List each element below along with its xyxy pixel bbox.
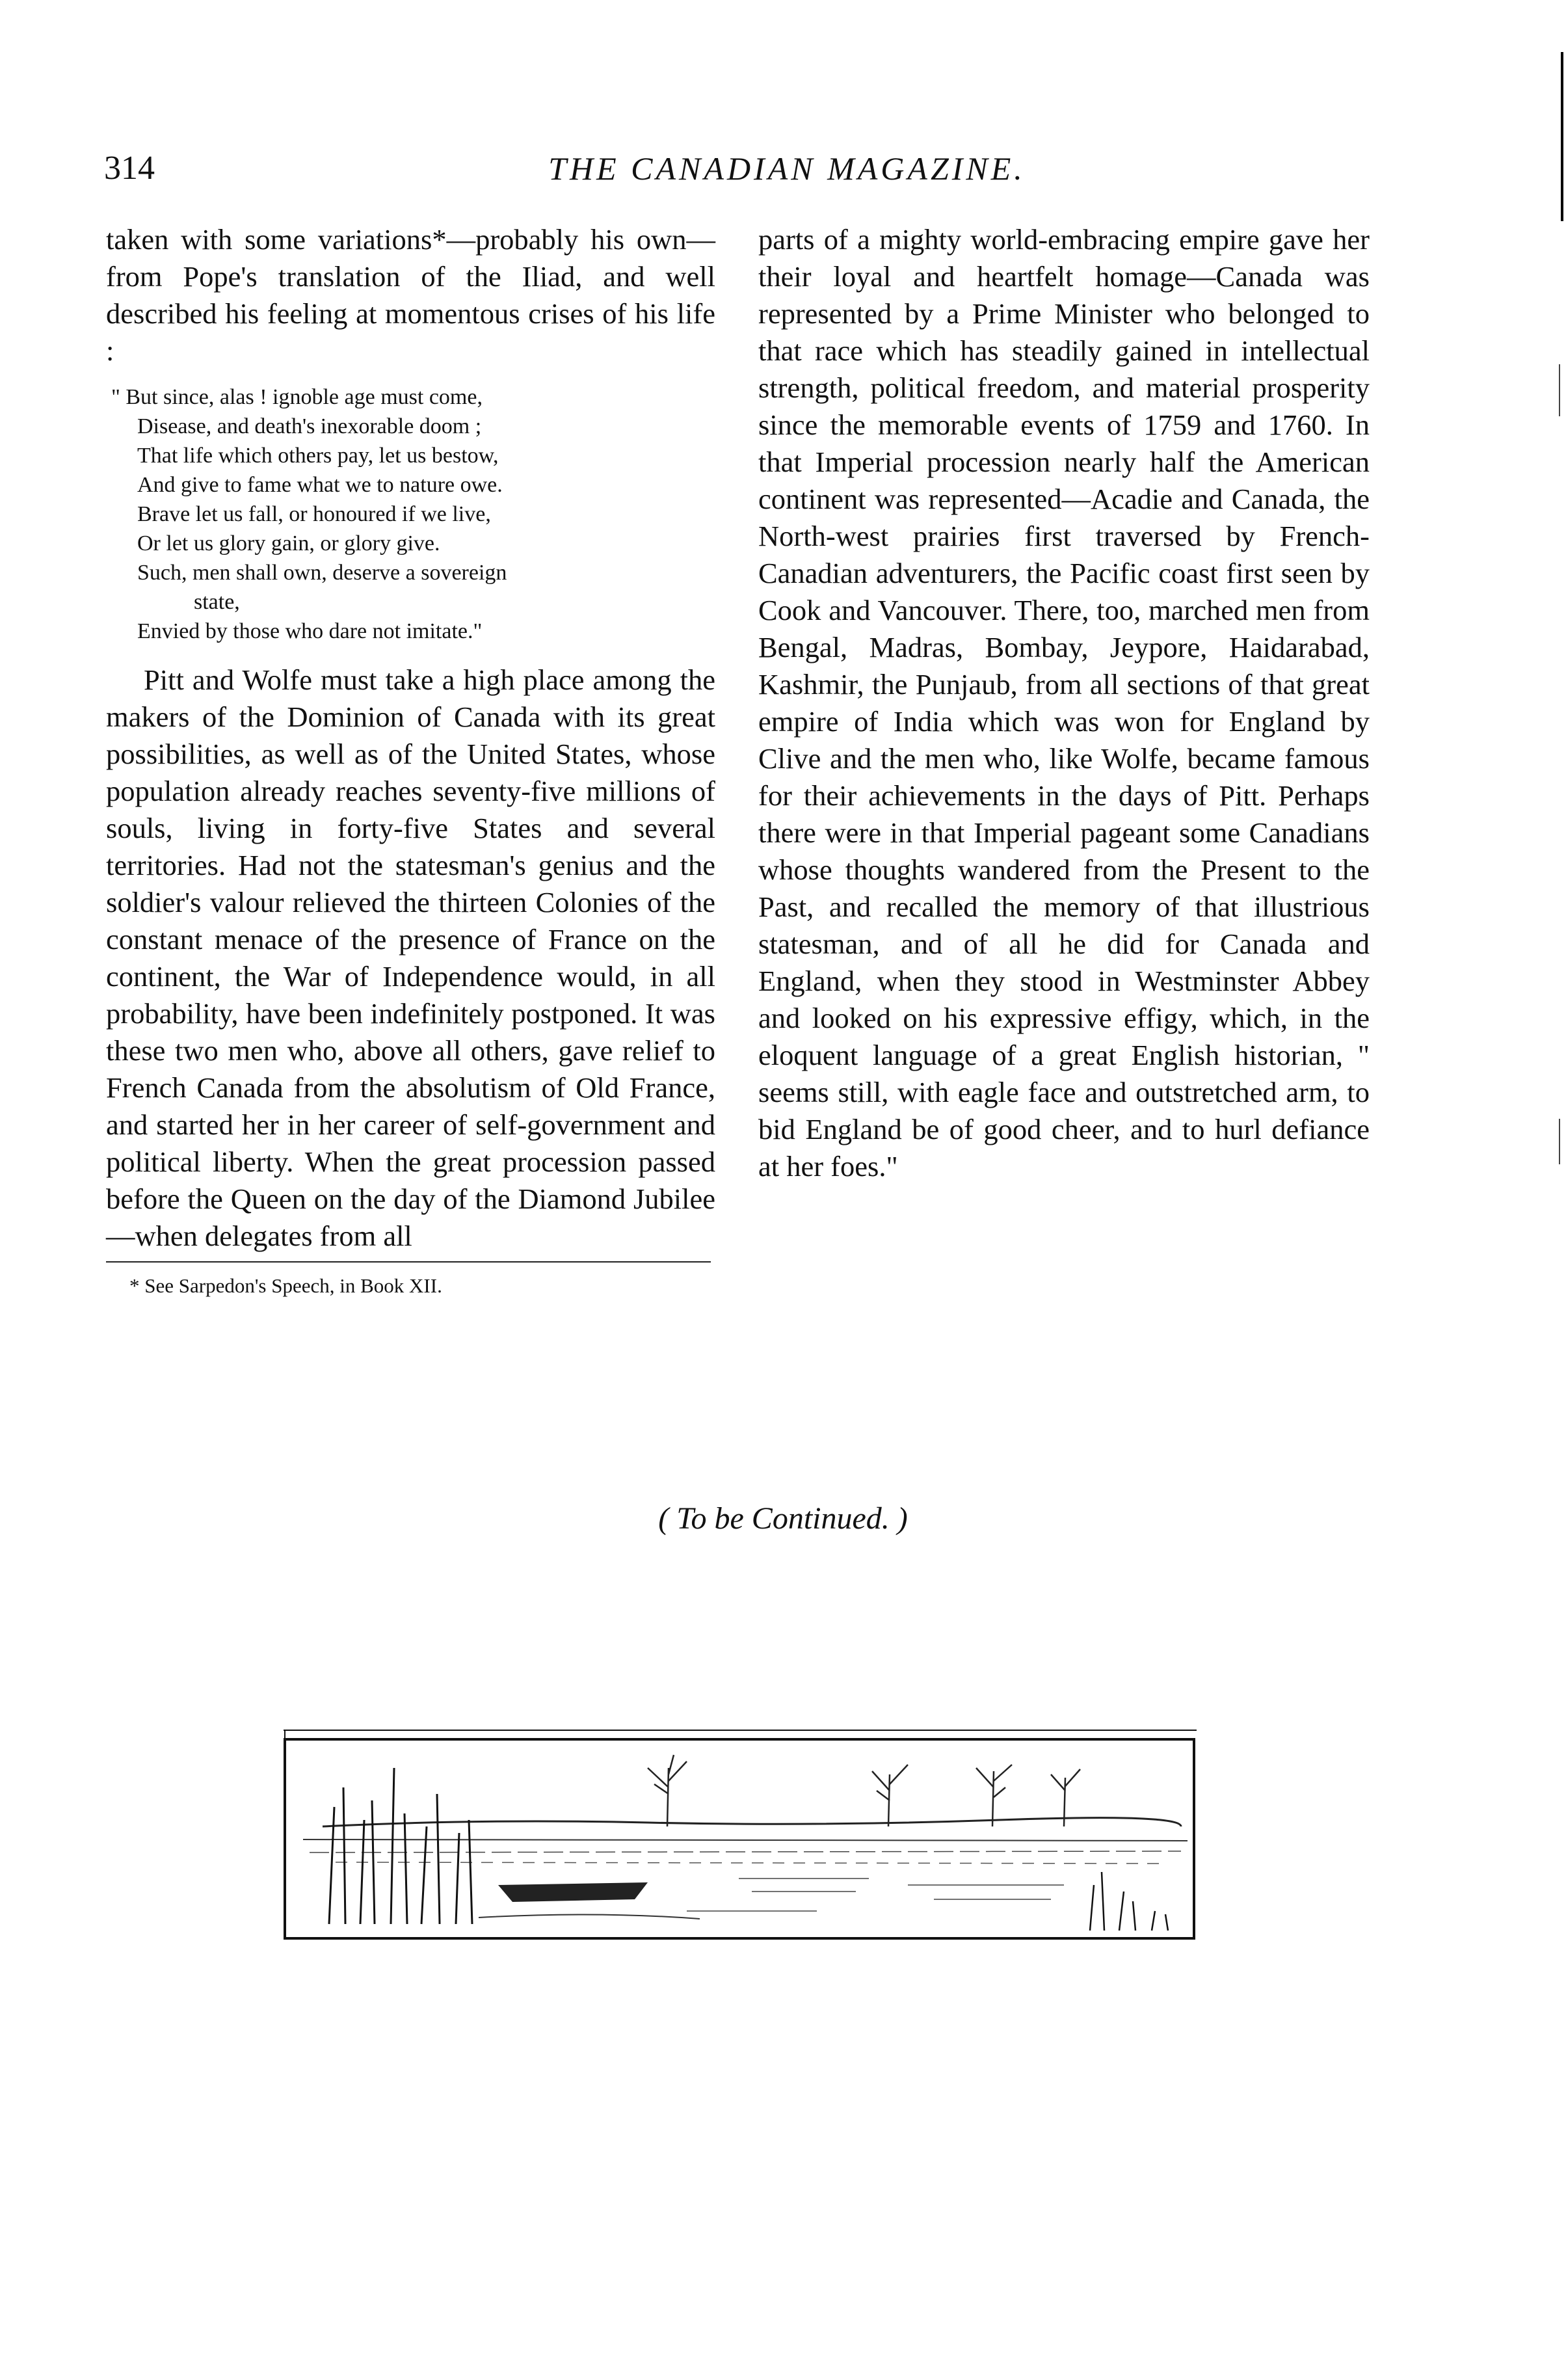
river-landscape-engraving-icon — [284, 1729, 1197, 1941]
page-header — [104, 148, 1470, 194]
verse-line: That life which others pay, let us bestow, — [137, 444, 499, 468]
footnote-rule — [106, 1261, 711, 1263]
intro-line: momentous crises of his life : — [106, 297, 715, 367]
scan-edge-marks — [1540, 0, 1566, 2380]
left-column — [106, 221, 715, 1299]
intro-line: his own—from Pope's translation of the — [106, 223, 715, 293]
intro-lines — [106, 221, 715, 369]
to-be-continued: ( To be Continued. ) — [658, 1501, 908, 1536]
footnote: * See Sarpedon's Speech, in Book XII. — [129, 1274, 442, 1297]
intro-line: Iliad, and well described his feeling at — [106, 260, 715, 330]
verse-line: " But since, alas ! ignoble age must come, — [111, 385, 483, 409]
verse-line: Such, men shall own, deserve a sovereign — [137, 561, 507, 585]
verse-line: Disease, and death's inexorable doom ; — [137, 414, 482, 438]
verse-line: state, — [194, 590, 240, 614]
running-title: THE CANADIAN MAGAZINE. — [548, 150, 1026, 187]
paragraph-pitt-and-wolfe: Pitt and Wolfe must take a high place among the makers of the Dominion of Canada with its great possibilities, as well as of the United States, whose population already reaches seventy-five millions of souls, living in forty-five States and several territories. Had not the statesman's genius and the soldier's valour relieved the thirteen Colonies of the constant menace of the presence of France on the continent, the War of Independence would, in all probability, have been indefinitely postponed. It was these two men who, above all others, gave relief to French Canada from the absolutism of Old France, and started her in her career of self-government and political liberty. When the great procession passed before the Queen on the day of the Diamond Jubilee—when delegates from all — [106, 663, 715, 1252]
verse-line: Or let us glory gain, or glory give. — [137, 531, 440, 555]
verse-quotation — [106, 382, 715, 646]
verse-line: Envied by those who dare not imitate." — [137, 619, 483, 643]
paragraph-imperial-procession: parts of a mighty world-embracing empire gave her their loyal and heartfelt homage—Canada was represented by a Prime Minister who belonged to that race which has steadily gained in intellectual strength, political freedom, and material prosperity since the memorable events of 1759 and 1760. In that Imperial procession nearly half the American continent was represented—Acadie and Canada, the North-west prairies first traversed by French-Canadian adventurers, the Pacific coast first seen by Cook and Vancouver. There, too, marched men from Bengal, Madras, Bombay, Jeypore, Haidarabad, Kashmir, the Punjaub, from all sections of that great empire of India which was won for England by Clive and the men who, like Wolfe, became famous for their achievements in the days of Pitt. Perhaps there were in that Imperial pageant some Canadians whose thoughts wandered from the Present to the Past, and recalled the memory of that illustrious statesman, and of all he did for Canada and England, when they stood in Westminster Abbey and looked on his expressive effigy, which, in the eloquent language of a great English historian, " seems still, with eagle face and outstretched arm, to bid England be of good cheer, and to hurl defiance at her foes." — [758, 223, 1370, 1183]
verse-line: Brave let us fall, or honoured if we live, — [137, 502, 491, 526]
page-number: 314 — [104, 150, 155, 187]
right-column — [758, 221, 1370, 1185]
verse-line: And give to fame what we to nature owe. — [137, 473, 503, 497]
intro-line: taken with some variations*—probably — [106, 223, 579, 256]
